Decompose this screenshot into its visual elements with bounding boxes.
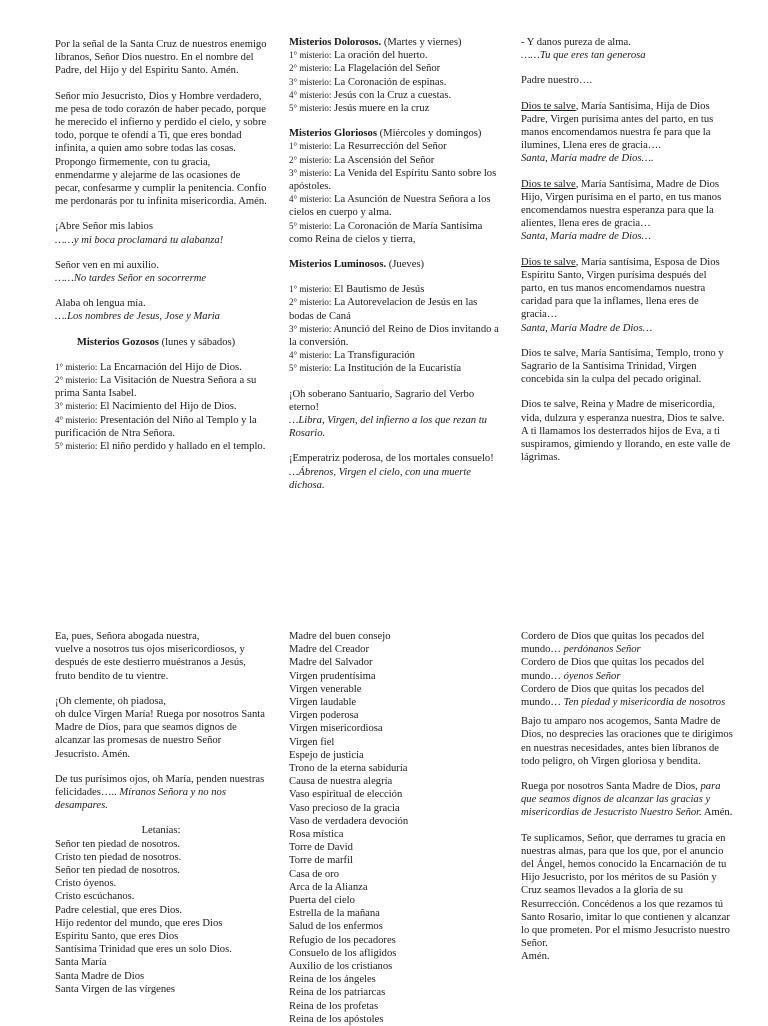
- litany-title: Vaso de verdadera devoción: [289, 815, 409, 827]
- doloroso-4: 4° misterio: Jesús con la Cruz a cuestas.: [289, 89, 452, 101]
- gozoso-1: 1° misterio: La Encarnación del Hijo de Dios.: [55, 361, 242, 373]
- litany-title: Madre del buen consejo: [289, 631, 391, 642]
- dolorosos-heading: Misterios Dolorosos. (Martes y viernes): [289, 37, 462, 48]
- ave-maria-3-response: Santa, María Madre de Dios…: [521, 322, 653, 334]
- cordero-2: Cordero de Dios que quitas los pecados del mundo… óyenos Señor: [521, 657, 705, 682]
- luminoso-1: 1° misterio: El Bautismo de Jesús: [289, 284, 425, 296]
- litany-title: Virgen laudable: [289, 697, 357, 709]
- litany-title: Consuelo de los afligidos: [289, 947, 397, 959]
- letania-line: Santísima Trinidad que eres un solo Dios.: [55, 944, 232, 956]
- litany-title: Puerta del cielo: [289, 895, 355, 907]
- litany-title: Reina de los ángeles: [289, 974, 376, 986]
- pureza-verse: - Y danos pureza de alma.: [521, 37, 631, 48]
- invocation-1: ¡Abre Señor mis labios: [55, 221, 153, 233]
- luminoso-4: 4° misterio: La Transfiguración: [289, 350, 415, 362]
- glorioso-2: 2° misterio: La Ascensión del Señor: [289, 154, 435, 166]
- column-6: [521, 630, 733, 964]
- gozoso-4: 4° misterio: Presentación del Niño al Templo y la purificación de Ntra Señora.: [55, 414, 257, 439]
- invocation-1-response: ……y mi boca proclamará tu alabanza!: [55, 234, 224, 246]
- cordero-1: Cordero de Dios que quitas los pecados del mundo… perdónanos Señor: [521, 631, 705, 656]
- letanias-heading: Letanías:: [141, 825, 181, 837]
- emperatriz-response: …Ábrenos, Virgen el cielo, con una muerte dichosa.: [289, 466, 472, 491]
- glorioso-4: 4° misterio: La Asunción de Nuestra Señora a los cielos en cuerpo y alma.: [289, 194, 491, 219]
- pureza-response: ……Tu que eres tan generosa: [521, 50, 646, 62]
- luminoso-3: 3° misterio: Anunció del Reino de Dios invitando a la conversión.: [289, 323, 499, 349]
- letania-line: Santa María: [55, 957, 107, 969]
- ave-maria-2: Dios te salve, María Santísima, Madre de Dios Hijo, Virgen purísima en el parto, en tus manos encomendamos nuestra esperanza para que la alientes, llena eres de gracia…: [521, 178, 722, 230]
- invocation-2: Señor ven en mi auxilio.: [55, 259, 159, 271]
- litany-title: Reina de los patriarcas: [289, 987, 386, 999]
- luminosos-heading: Misterios Luminosos. (Jueves): [289, 259, 425, 271]
- letania-line: Cristo óyenos.: [55, 878, 117, 890]
- gozoso-2: 2° misterio: La Visitación de Nuestra Señora a su prima Santa Isabel.: [55, 375, 257, 400]
- column-4: [55, 630, 267, 996]
- cordero-3: Cordero de Dios que quitas los pecados del mundo… Ten piedad y misericordia de nosotros: [521, 683, 726, 709]
- litany-title: Virgen poderosa: [289, 710, 359, 722]
- santuario-verse: ¡Oh soberano Santuario, Sagrario del Verbo eterno!: [289, 388, 475, 413]
- invocation-2-response: ……No tardes Señor en socorrerme: [55, 273, 207, 285]
- letania-line: Santa Madre de Dios: [55, 970, 145, 982]
- luminoso-2: 2° misterio: La Autorevelacion de Jesús en las bodas de Caná: [289, 297, 478, 322]
- litany-title: Virgen fiel: [289, 736, 335, 748]
- letania-line: Cristo escúchanos.: [55, 891, 135, 903]
- ruega-por-nosotros: Ruega por nosotros Santa Madre de Dios, para que seamos dignos de alcanzar las gracias y misericordias de Jesucristo Nuestro Señor. Amén.: [521, 781, 733, 819]
- act-of-contrition: Señor mío Jesucristo, Dios y Hombre verdadero, me pesa de todo corazón de haber pecado, porque he merecido el infierno y perdido el cielo, y sobre todo, porque te ofendí a Ti, que eres bondad infinita, a quien amo sobre todas las cosas. Propongo firmemente, con tu gracia, enmendarme y alejarme de las ocasiones de pecar, confesarme y cumplir la penitencia. Confío me perdonarás por tu infinita misericordia. Amén.: [55, 90, 267, 208]
- column-1: [55, 38, 267, 453]
- invocation-3: Alaba oh lengua mía.: [55, 298, 146, 310]
- litany-title: Virgen prudentísima: [289, 670, 376, 682]
- salve-regina: Dios te salve, Reina y Madre de misericordia, vida, dulzura y esperanza nuestra, Dios te salve. A ti llamamos los desterrados hijos de Eva, a ti suspiramos, gimiendo y llorando, en este valle de lágrimas.: [521, 399, 731, 464]
- litany-title: Torre de marfil: [289, 855, 353, 867]
- ave-maria-1: Dios te salve, María Santísima, Hija de Dios Padre, Virgen purísima antes del parto, en tus manos encomendamos nuestra fe para que la ilumines, Llena eres de gracia….: [521, 100, 714, 152]
- santuario-response: …Libra, Virgen, del infierno a los que rezan tu Rosario.: [289, 415, 487, 440]
- glorioso-5: 5° misterio: La Coronación de María Santísima como Reina de cielos y tierra,: [289, 220, 483, 245]
- doloroso-1: 1° misterio: La oración del huerto.: [289, 50, 428, 62]
- litany-title: Trono de la eterna sabiduría: [289, 763, 408, 775]
- column-3: [521, 36, 733, 464]
- luminoso-5: 5° misterio: La Institución de la Eucaristía: [289, 363, 462, 375]
- ave-maria-2-response: Santa, María madre de Dios…: [521, 231, 651, 243]
- litany-title: Espejo de justicia: [289, 749, 364, 761]
- litany-title: Reina de los apóstoles: [289, 1013, 384, 1025]
- litany-title: Salud de los enfermos: [289, 921, 383, 933]
- oh-clemente: ¡Oh clemente, oh piadosa, oh dulce Virgen María! Ruega por nosotros Santa Madre de Dios, para que seamos dignos de alcanzar las promesas de nuestro Señor Jesucristo. Amén.: [55, 695, 265, 760]
- column-5: [289, 630, 501, 1026]
- litany-title: Estrella de la mañana: [289, 908, 380, 920]
- purisimos-ojos: De tus purísimos ojos, oh María, penden nuestras felicidades….. Míranos Señora y no nos desampares.: [55, 773, 265, 812]
- litany-title: Casa de oro: [289, 868, 340, 880]
- litany-title: Vaso precioso de la gracia: [289, 802, 400, 814]
- letania-line: Espíritu Santo, que eres Dios: [55, 931, 179, 943]
- litany-title: Madre del Salvador: [289, 657, 373, 669]
- litany-title: Refugio de los pecadores: [289, 934, 396, 946]
- doloroso-5: 5° misterio: Jesús muere en la cruz: [289, 103, 430, 115]
- glorioso-1: 1° misterio: La Resurrección del Señor: [289, 141, 447, 153]
- letania-line: Cristo ten piedad de nosotros.: [55, 851, 182, 863]
- litany-title: Arca de la Alianza: [289, 881, 368, 893]
- litany-title: Virgen venerable: [289, 683, 362, 695]
- emperatriz-verse: ¡Emperatriz poderosa, de los mortales consuelo!: [289, 453, 494, 465]
- oracion-final: Te suplicamos, Señor, que derrames tu gracia en nuestras almas, para que los que, por el anuncio del Ángel, hemos conocido la Encarnación de tu Hijo Jesucristo, por los méritos de su Pasión y Cruz seamos llevados a la gloria de su Resurrección. Concédenos a los que rezamos tú Santo Rosario, imitar lo que contienen y alcanzar lo que prometen. Por el mismo Jesucristo nuestro Señor. Amén.: [521, 832, 730, 963]
- sign-of-cross: Por la señal de la Santa Cruz de nuestros enemigo líbranos, Señor Dios nuestro. En el nombre del Padre, del Hijo y del Espíritu Santo. Amén.: [55, 39, 267, 77]
- ave-maria-4: Dios te salve, María Santísima, Templo, trono y Sagrario de la Santísima Trinidad, Virgen concebida sin la culpa del pecado original.: [521, 347, 724, 386]
- padre-nuestro: Padre nuestro….: [521, 75, 593, 87]
- gozoso-5: 5° misterio: El niño perdido y hallado en el templo.: [55, 441, 266, 453]
- litany-title: Causa de nuestra alegría: [289, 776, 393, 788]
- bajo-tu-amparo: Bajo tu amparo nos acogemos, Santa Madre de Dios, no desprecies las oraciones que te dirigimos en nuestras necesidades, antes bien líbranos de todo peligro, oh Virgen gloriosa y bendita.: [521, 716, 733, 767]
- gozoso-3: 3° misterio: El Nacimiento del Hijo de Dios.: [55, 401, 237, 413]
- doloroso-2: 2° misterio: La Flagelación del Señor: [289, 63, 441, 75]
- gloriosos-heading: Misterios Gloriosos (Miércoles y domingos): [289, 128, 482, 140]
- ea-pues: Ea, pues, Señora abogada nuestra, vuelve a nosotros tus ojos misericordiosos, y después de este destierro muéstranos a Jesús, fruto bendito de tu vientre.: [55, 631, 246, 682]
- litany-title: Auxilio de los cristianos: [289, 961, 393, 973]
- letania-line: Padre celestial, que eres Dios.: [55, 904, 183, 916]
- litany-title: Rosa mística: [289, 829, 344, 841]
- letania-line: Señor ten piedad de nosotros.: [55, 865, 181, 877]
- litany-title: Torre de David: [289, 842, 353, 854]
- litany-title: Madre del Creador: [289, 644, 370, 656]
- litany-title: Vaso espiritual de elección: [289, 789, 403, 801]
- ave-maria-1-response: Santa, María madre de Dios….: [521, 153, 654, 165]
- letania-line: Señor ten piedad de nosotros.: [55, 838, 181, 850]
- letania-line: Hijo redentor del mundo, que eres Dios: [55, 917, 223, 929]
- doloroso-3: 3° misterio: La Coronación de espinas.: [289, 76, 447, 88]
- column-2: [289, 36, 501, 492]
- invocation-3-response: ….Los nombres de Jesus, Jose y Maria: [55, 311, 220, 323]
- letania-line: Santa Virgen de las vírgenes: [55, 983, 175, 995]
- litany-title: Virgen misericordiosa: [289, 723, 383, 735]
- gozosos-heading: Misterios Gozosos (lunes y sábados): [76, 336, 236, 348]
- glorioso-3: 3° misterio: La Venida del Espíritu Santo sobre los apóstoles.: [289, 167, 497, 193]
- ave-maria-3: Dios te salve, María santísima, Esposa de Dios Espíritu Santo, Virgen purísima después del parto, en tus manos encomendamos nuestra caridad para que la inflames, llena eres de gracia…: [521, 256, 720, 321]
- litany-title: Reina de los profetas: [289, 1000, 379, 1012]
